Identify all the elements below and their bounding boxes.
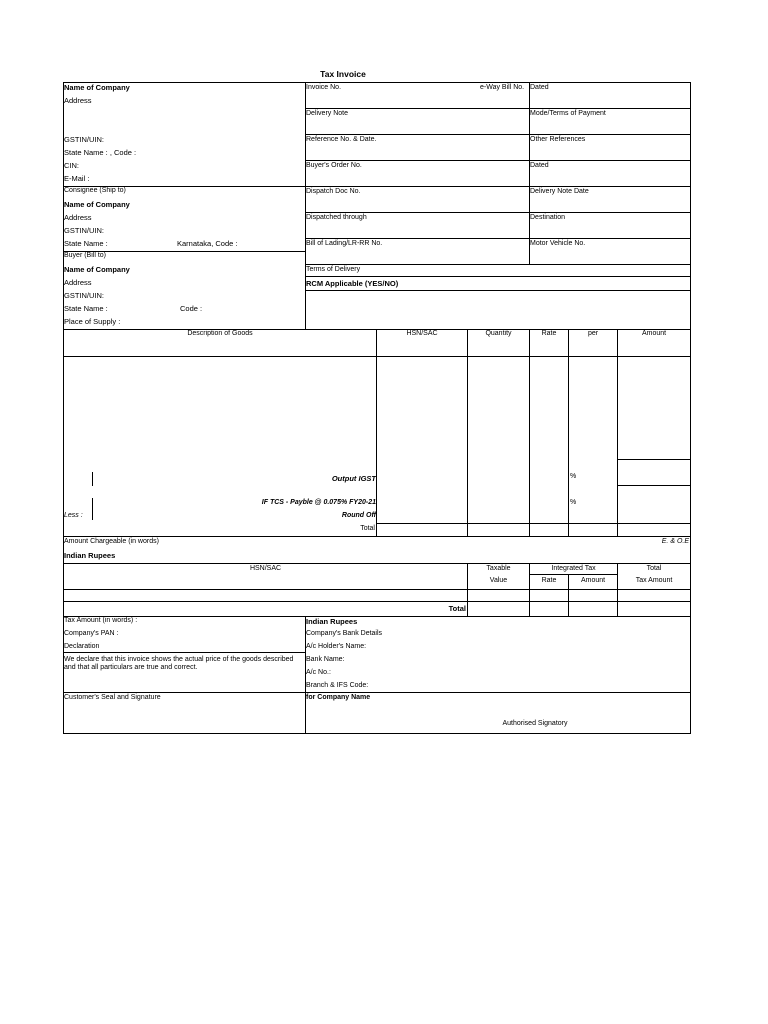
dispatch-doc-label: Dispatch Doc No. [306,188,361,195]
consignee-state-value: Karnataka, Code : [177,239,238,248]
integrated-tax-split [529,574,618,575]
delivery-note-label: Delivery Note [306,110,349,117]
consignee-state: State Name : [64,239,108,248]
goods-bottom [63,536,691,537]
col-rate-header: Rate [541,330,557,337]
tax-words-label: Tax Amount (in words) : [64,617,138,624]
buyer-heading: Buyer (Bill to) [64,252,107,259]
tax-rate-header: Rate [541,577,557,584]
tax-top [63,563,691,564]
dispatched-through-label: Dispatched through [306,214,367,221]
col-description-header: Description of Goods [187,330,253,337]
amount-words-label: Amount Chargeable (in words) [64,538,159,545]
seller-gstin: GSTIN/UIN: [64,135,105,144]
header-divider [305,82,306,329]
col-per [568,329,569,536]
less-label: Less : [64,512,83,519]
tax-header-bottom [63,589,691,590]
tick [617,432,618,446]
buyer-state: State Name : [64,304,108,313]
footer-line [63,652,305,653]
tax-value-header: Value [489,577,508,584]
tax-words-currency: Indian Rupees [306,617,358,626]
consignee-gstin: GSTIN/UIN: [64,226,105,235]
amount-cell-line [617,485,690,486]
meta-row-line [305,264,690,265]
frame-bottom [63,733,691,734]
tax-total-amount-header: Tax Amount [635,577,673,584]
tax-amount-col-header: Amount [580,577,606,584]
amount-cell-line [617,459,690,460]
tax-total-header: Total [646,565,662,572]
meta-row-line [305,238,690,239]
consignee-heading: Consignee (Ship to) [64,187,126,194]
meta-row-line [305,108,690,109]
tax-taxable-header: Taxable [486,565,511,572]
rcm-label: RCM Applicable (YES/NO) [306,279,399,288]
dated-label: Dated [530,84,549,91]
buyer-name: Name of Company [64,265,130,274]
output-igst-label: Output IGST [331,474,376,483]
for-company-label: for Company Name [306,694,371,701]
mode-terms-label: Mode/Terms of Payment [530,110,606,117]
col-quantity-header: Quantity [485,330,512,337]
order-dated-label: Dated [530,162,549,169]
buyer-gstin: GSTIN/UIN: [64,291,105,300]
frame-right [690,82,691,733]
tick [92,498,93,520]
seller-cin: CIN: [64,161,79,170]
company-pan-label: Company's PAN : [64,630,119,637]
meta-row-line [305,290,690,291]
col-per-header: per [587,330,599,337]
footer-line [63,692,691,693]
destination-label: Destination [530,214,566,221]
buyer-address: Address [64,278,92,287]
col-hsn [376,329,377,536]
bank-details-label: Company's Bank Details [306,630,383,637]
declaration-text-1: We declare that this invoice shows the actual price of the goods described [64,656,294,663]
tax-total-row-label: Total [448,604,466,613]
total-row-line [376,523,691,524]
place-of-supply: Place of Supply : [64,317,121,326]
tax-row-line [63,601,691,602]
tcs-label: IF TCS - Payble @ 0.075% FY20-21 [261,499,376,506]
declaration-label: Declaration [64,643,100,650]
meta-row-line [305,134,690,135]
seller-address: Address [64,96,92,105]
declaration-text-2: and that all particulars are true and correct. [64,664,198,671]
eway-bill-label: e-Way Bill No. [480,84,525,91]
invoice-no-label: Invoice No. [306,84,342,91]
authorised-signatory: Authorised Signatory [502,720,568,727]
ac-no-label: A/c No.: [306,669,331,676]
eoe-label: E. & O.E [661,538,689,545]
col-amount-header: Amount [641,330,667,337]
holder-name-label: A/c Holder's Name: [306,643,367,650]
col-rate [529,329,530,536]
invoice-title: Tax Invoice [320,69,366,79]
tcs-percent: % [570,499,577,506]
branch-ifs-label: Branch & IFS Code: [306,682,369,689]
tax-bottom [63,616,691,617]
tax-hsn-header: HSN/SAC [249,565,282,572]
bill-of-lading-label: Bill of Lading/LR-RR No. [306,240,383,247]
tick [92,472,93,486]
frame-top [63,82,691,83]
seller-state: State Name : , Code : [64,148,137,157]
other-references-label: Other References [530,136,586,143]
seller-email: E-Mail : [64,174,90,183]
reference-label: Reference No. & Date. [306,136,377,143]
meta-row-line [305,276,690,277]
goods-total-label: Total [360,525,375,532]
round-off-label: Round Off [341,512,376,519]
tick [617,380,618,394]
col-qty [467,329,468,536]
meta-row-line [305,186,690,187]
seller-name: Name of Company [64,83,130,92]
buyer-code: Code : [180,304,203,313]
bank-name-label: Bank Name: [306,656,345,663]
integrated-tax-header: Integrated Tax [551,565,596,572]
consignee-name: Name of Company [64,200,130,209]
consignee-address: Address [64,213,92,222]
terms-of-delivery-label: Terms of Delivery [306,266,361,273]
igst-percent: % [570,473,577,480]
tick [617,406,618,420]
buyers-order-label: Buyer's Order No. [306,162,362,169]
amount-words-currency: Indian Rupees [64,551,116,560]
motor-vehicle-label: Motor Vehicle No. [530,240,586,247]
customer-seal-label: Customer's Seal and Signature [64,694,161,701]
col-hsn-header: HSN/SAC [406,330,438,337]
meta-row-line [305,212,690,213]
delivery-note-date-label: Delivery Note Date [530,188,589,195]
meta-row-line [305,160,690,161]
goods-header-bottom [63,356,691,357]
